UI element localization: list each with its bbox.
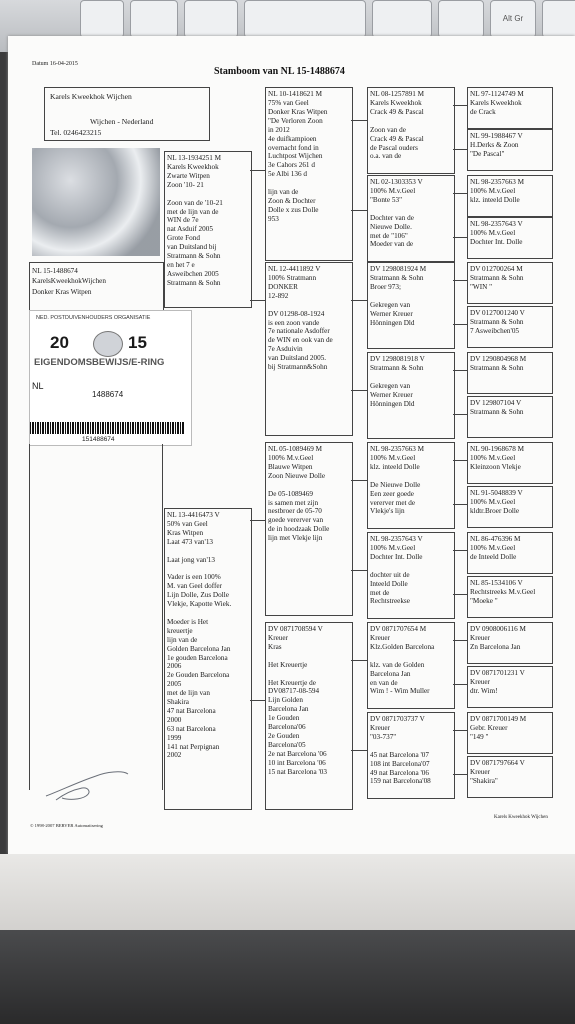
pedigree-connector bbox=[351, 210, 367, 211]
keyboard-key bbox=[372, 0, 432, 38]
great-great-grandparent-11-line: "Moeke " bbox=[470, 596, 498, 605]
grandparent-0-line: 75% van Geel bbox=[268, 99, 309, 107]
stamp-org: NED. POSTDUIVENHOUDERS ORGANISATIE bbox=[36, 315, 151, 321]
great-great-grandparent-13-ring: DV 0871701231 V bbox=[470, 669, 525, 677]
great-great-grandparent-7-line: Stratmann & Sohn bbox=[470, 408, 524, 416]
father-line: WIN de 7e bbox=[167, 216, 199, 225]
great-great-grandparent-8-ring: NL 90-1968678 M bbox=[470, 445, 525, 453]
mother-line: 2002 bbox=[167, 751, 182, 760]
father-line: Zwarte Witpen bbox=[167, 171, 210, 180]
grandparent-0-line: Zoon & Dochter bbox=[268, 196, 316, 205]
date-label: Datum 16-04-2015 bbox=[32, 61, 78, 67]
pedigree-line bbox=[162, 444, 163, 790]
pedigree-connector bbox=[351, 480, 367, 481]
pedigree-connector bbox=[453, 193, 467, 194]
grandparent-0-line: in 2012 bbox=[268, 125, 290, 134]
great-grandparent-6-line: en van de bbox=[370, 678, 398, 687]
great-great-grandparent-12-line: Kreuer bbox=[470, 634, 490, 642]
subject-name: Donker Kras Witpen bbox=[32, 288, 92, 296]
grandparent-1-line: DONKER bbox=[268, 282, 298, 291]
pedigree-connector bbox=[453, 105, 467, 106]
great-grandparent-2-line: Hönningen Dld bbox=[370, 318, 415, 327]
breeder-tel: Tel. 0246423215 bbox=[50, 128, 102, 137]
great-grandparent-6-line: klz. van de Golden bbox=[370, 660, 425, 669]
keyboard-key bbox=[438, 0, 484, 38]
great-grandparent-1-line: "Bonte 53" bbox=[370, 195, 403, 204]
great-great-grandparent-15-line: "Shakira" bbox=[470, 776, 498, 785]
father-ring: NL 13-1934251 M bbox=[167, 154, 222, 162]
father-line: Asweibchen 2005 bbox=[167, 269, 219, 278]
grandparent-3-line: DV08717-08-594 bbox=[268, 687, 320, 696]
pedigree-connector bbox=[351, 750, 367, 751]
pedigree-connector bbox=[351, 390, 367, 391]
great-great-grandparent-11-line: Rechtstreeks M.v.Geel bbox=[470, 588, 536, 596]
grandparent-3-line: Barcelona'05 bbox=[268, 740, 306, 749]
grandparent-3-line: Barcelona'06 bbox=[268, 723, 306, 731]
great-grandparent-6-line: Klz.Golden Barcelona bbox=[370, 642, 435, 651]
keyboard-key bbox=[130, 0, 178, 38]
great-great-grandparent-12-line: Zn Barcelona Jan bbox=[470, 642, 521, 651]
great-grandparent-5-line: Rechtstreekse bbox=[370, 597, 410, 606]
hologram-seal bbox=[32, 148, 160, 256]
great-great-grandparent-0-ring: NL 97-1124749 M bbox=[470, 90, 524, 98]
great-great-grandparent-10-line: 100% M.v.Geel bbox=[470, 544, 516, 552]
mother-line: Shakira bbox=[167, 698, 189, 706]
pedigree-connector bbox=[351, 300, 367, 301]
mother-line: Laat jong van'13 bbox=[167, 555, 215, 564]
pedigree-connector bbox=[453, 730, 467, 731]
grandparent-1-line: 7e nationale Asdoffer bbox=[268, 327, 330, 336]
subject-ring: NL 15-1488674 bbox=[32, 267, 78, 275]
great-great-grandparent-15-line: Kreuer bbox=[470, 768, 490, 776]
pedigree-connector bbox=[453, 237, 467, 238]
grandparent-1-line: van Duitsland 2005. bbox=[268, 354, 327, 363]
great-grandparent-3-ring: DV 1298081918 V bbox=[370, 355, 425, 363]
mother-line: M. van Geel doffer bbox=[167, 582, 222, 591]
grandparent-1-line: 12-892 bbox=[268, 291, 289, 300]
great-grandparent-5-ring: NL 98-2357643 V bbox=[370, 535, 423, 543]
grandparent-0-ring: NL 10-1418621 M bbox=[268, 90, 323, 98]
pedigree-line bbox=[29, 444, 30, 790]
father-line: Stratmann & Sohn bbox=[167, 252, 221, 260]
great-grandparent-1-line: met de "106" bbox=[370, 231, 408, 240]
great-grandparent-2-line: Gekregen van bbox=[370, 300, 411, 309]
pedigree-connector bbox=[250, 170, 265, 171]
great-grandparent-7-line: 49 nat Barcelona '06 bbox=[370, 768, 429, 777]
great-great-grandparent-8-line: 100% M.v.Geel bbox=[470, 454, 516, 462]
stamp-label: EIGENDOMSBEWIJS/E-RING bbox=[34, 357, 165, 368]
grandparent-0-line: Dolle x zus Dolle bbox=[268, 205, 319, 214]
mother-line: Vader is een 100% bbox=[167, 573, 221, 582]
mother-line: 1999 bbox=[167, 733, 182, 742]
father-line: Stratmann & Sohn bbox=[167, 278, 221, 287]
great-grandparent-0-line: Zoon van de bbox=[370, 125, 406, 134]
great-grandparent-0-line: o.a. van de bbox=[370, 152, 402, 161]
great-grandparent-7-line: 159 nat Barcelona'08 bbox=[370, 777, 431, 786]
grandparent-3-line: 15 nat Barcelona '03 bbox=[268, 767, 327, 776]
great-grandparent-2-line: Stratmann & Sohn bbox=[370, 274, 424, 282]
pedigree-connector bbox=[250, 700, 265, 701]
great-grandparent-1-line: Nieuwe Dolle. bbox=[370, 222, 412, 231]
grandparent-1-line: de WIN en ook van de bbox=[268, 336, 333, 345]
great-grandparent-4-line: klz. inteeld Dolle bbox=[370, 462, 420, 471]
father-line: met de lijn van de bbox=[167, 207, 219, 216]
pedigree-connector bbox=[453, 460, 467, 461]
barcode bbox=[30, 422, 185, 434]
great-great-grandparent-9-line: 100% M.v.Geel bbox=[470, 498, 516, 506]
great-grandparent-6-line: Barcelona Jan bbox=[370, 669, 411, 678]
great-grandparent-0-line: Karels Kweekhok bbox=[370, 99, 422, 107]
mother-line: kreuertje bbox=[167, 626, 193, 635]
grandparent-3-line: 10 int Barcelona '06 bbox=[268, 758, 326, 767]
mother-line: 1e gouden Barcelona bbox=[167, 653, 228, 662]
pedigree-connector bbox=[453, 594, 467, 595]
pedigree-connector bbox=[453, 370, 467, 371]
great-grandparent-4-line: 100% M.v.Geel bbox=[370, 454, 416, 462]
great-grandparent-1-line: 100% M.v.Geel bbox=[370, 187, 416, 195]
keyboard-key-altgr: Alt Gr bbox=[490, 0, 536, 38]
great-grandparent-7-line: 45 nat Barcelona '07 bbox=[370, 750, 429, 759]
great-grandparent-7-ring: DV 0871703737 V bbox=[370, 715, 425, 723]
great-grandparent-0-line: de Pascal ouders bbox=[370, 143, 418, 152]
great-great-grandparent-5-line: 7 Asweibchen'05 bbox=[470, 326, 520, 335]
grandparent-3-line: Het Kreuertje de bbox=[268, 678, 316, 687]
great-great-grandparent-0-line: Karels Kweekhok bbox=[470, 99, 522, 107]
grandparent-2-line: de in hoodzaak Dolle bbox=[268, 525, 330, 534]
pedigree-connector bbox=[453, 414, 467, 415]
pedigree-connector bbox=[351, 120, 367, 121]
great-great-grandparent-7-ring: DV 129807104 V bbox=[470, 399, 522, 407]
great-grandparent-3-line: Gekregen van bbox=[370, 381, 411, 390]
great-great-grandparent-0-line: de Crack bbox=[470, 107, 496, 116]
great-great-grandparent-11-ring: NL 85-1534106 V bbox=[470, 579, 523, 587]
grandparent-2-ring: NL 05-1089469 M bbox=[268, 445, 323, 453]
great-grandparent-5-line: met de bbox=[370, 588, 390, 597]
great-great-grandparent-3-line: Dochter Int. Dolle bbox=[470, 237, 523, 246]
grandparent-3-line: 1e Gouden bbox=[268, 714, 300, 723]
father-line: nat Asduif 2005 bbox=[167, 225, 213, 234]
mother-line: Moeder is Het bbox=[167, 617, 209, 626]
grandparent-2-line: goede vererver van bbox=[268, 516, 324, 525]
pedigree-connector bbox=[453, 774, 467, 775]
great-grandparent-6-line: Wim ! - Wim Muller bbox=[370, 687, 430, 696]
grandparent-0-line: 3e Cahors 261 d bbox=[268, 161, 315, 170]
subject-owner: KarelsKweekhokWijchen bbox=[32, 277, 106, 285]
grandparent-2-line: De 05-1089469 bbox=[268, 489, 313, 498]
pedigree-connector bbox=[453, 640, 467, 641]
great-grandparent-5-line: Inteeld Dolle bbox=[370, 579, 408, 588]
great-great-grandparent-1-ring: NL 99-1988467 V bbox=[470, 132, 523, 140]
great-great-grandparent-1-line: H.Derks & Zoon bbox=[470, 141, 519, 149]
mother-line: met de lijn van bbox=[167, 689, 210, 698]
great-great-grandparent-2-line: 100% M.v.Geel bbox=[470, 187, 516, 195]
dark-surface bbox=[0, 930, 575, 1024]
great-great-grandparent-10-ring: NL 86-476396 M bbox=[470, 535, 521, 543]
pedigree-connector bbox=[453, 324, 467, 325]
great-grandparent-4-line: Een zeer goede bbox=[370, 489, 414, 498]
great-great-grandparent-15-ring: DV 0871797664 V bbox=[470, 759, 525, 767]
mother-line: 47 nat Barcelona bbox=[167, 706, 216, 715]
grandparent-1-line: bij Stratmann&Sohn bbox=[268, 363, 328, 371]
grandparent-3-ring: DV 0871708594 V bbox=[268, 625, 323, 633]
father-line: Karels Kweekhok bbox=[167, 163, 219, 171]
grandparent-2-line: Blauwe Witpen bbox=[268, 462, 313, 471]
grandparent-0-line: 4e duifkampioen bbox=[268, 134, 317, 143]
mother-line: Golden Barcelona Jan bbox=[167, 644, 231, 653]
father-line: en het 7 e bbox=[167, 260, 195, 269]
great-grandparent-3-line: Stratmann & Sohn bbox=[370, 364, 424, 372]
grandparent-1-line: 7e Asduivin bbox=[268, 345, 303, 354]
father-line: Zoon '10- 21 bbox=[167, 180, 204, 189]
grandparent-3-line: 2e nat Barcelona '06 bbox=[268, 749, 327, 758]
great-great-grandparent-6-ring: DV 1290804968 M bbox=[470, 355, 527, 363]
pedigree-connector bbox=[453, 504, 467, 505]
mother-line: 2005 bbox=[167, 680, 182, 689]
great-great-grandparent-5-line: Stratmann & Sohn bbox=[470, 318, 524, 326]
grandparent-0-line: Luchtpost Wijchen bbox=[268, 152, 323, 161]
great-grandparent-3-line: Hönningen Dld bbox=[370, 399, 415, 408]
great-great-grandparent-4-line: Stratmann & Sohn bbox=[470, 274, 524, 282]
great-great-grandparent-4-line: "WIN " bbox=[470, 282, 493, 291]
pedigree-connector bbox=[453, 684, 467, 685]
father-line: Grote Fond bbox=[167, 234, 200, 243]
grandparent-3-line: Kras bbox=[268, 642, 282, 651]
great-great-grandparent-3-line: 100% M.v.Geel bbox=[470, 229, 516, 237]
great-grandparent-1-line: Dochter van de bbox=[370, 213, 414, 222]
great-grandparent-4-ring: NL 98-2357663 M bbox=[370, 445, 425, 453]
mother-line: 2e Gouden Barcelona bbox=[167, 671, 230, 680]
great-grandparent-0-line: Crack 49 & Pascal bbox=[370, 107, 424, 116]
grandparent-2-line: Zoon Nieuwe Dolle bbox=[268, 471, 326, 480]
great-great-grandparent-10-line: de Inteeld Dolle bbox=[470, 552, 517, 561]
pedigree-connector bbox=[453, 149, 467, 150]
great-grandparent-4-line: De Nieuwe Dolle bbox=[370, 480, 421, 489]
stamp-number: 1488674 bbox=[92, 390, 124, 399]
great-grandparent-3-line: Werner Kreuer bbox=[370, 390, 413, 399]
great-great-grandparent-9-line: kldtr.Broer Dolle bbox=[470, 506, 520, 515]
grandparent-0-line: Donker Kras Witpen bbox=[268, 107, 328, 116]
keyboard-key bbox=[542, 0, 575, 38]
great-great-grandparent-14-line: "149 " bbox=[470, 732, 489, 741]
mother-line: Lijn Dolle, Zus Dolle bbox=[167, 591, 229, 600]
great-grandparent-7-line: "03-737" bbox=[370, 732, 397, 741]
mother-line: 141 nat Perpignan bbox=[167, 742, 220, 751]
grandparent-0-line: lijn van de bbox=[268, 188, 299, 196]
great-grandparent-4-line: vererver met de bbox=[370, 498, 416, 507]
keyboard-key bbox=[184, 0, 238, 38]
footer-copyright: © 1998-2007 BERVER Automatisering bbox=[30, 823, 103, 828]
pedigree-connector bbox=[250, 520, 265, 521]
great-grandparent-4-line: Vlekje's lijn bbox=[370, 507, 405, 516]
mother-line: Kras Witpen bbox=[167, 528, 204, 537]
great-great-grandparent-13-line: dtr. Wim! bbox=[470, 686, 498, 695]
pedigree-connector bbox=[351, 570, 367, 571]
great-grandparent-7-line: 108 int Barcelona'07 bbox=[370, 759, 430, 768]
stamp-year-right: 15 bbox=[128, 333, 147, 352]
great-great-grandparent-12-ring: DV 0908006116 M bbox=[470, 625, 526, 633]
mother-line: 2006 bbox=[167, 662, 182, 671]
mother-line: 2000 bbox=[167, 715, 182, 724]
grandparent-1-ring: NL 12-4411892 V bbox=[268, 265, 321, 273]
great-grandparent-6-ring: DV 0871707654 M bbox=[370, 625, 427, 633]
father-line: Zoon van de '10-21 bbox=[167, 198, 223, 207]
handwritten-signature bbox=[42, 760, 132, 810]
keyboard-key bbox=[80, 0, 124, 38]
great-grandparent-6-line: Kreuer bbox=[370, 634, 390, 642]
pedigree-connector bbox=[250, 300, 265, 301]
great-grandparent-7-line: Kreuer bbox=[370, 724, 390, 732]
grandparent-3-line: Barcelona Jan bbox=[268, 705, 309, 714]
grandparent-2-line: is samen met zijn bbox=[268, 498, 319, 507]
mother-line: 50% van Geel bbox=[167, 520, 208, 528]
grandparent-0-line: overnacht fond in bbox=[268, 143, 319, 152]
great-great-grandparent-14-ring: DV 0871700149 M bbox=[470, 715, 527, 723]
great-grandparent-2-ring: DV 1298081924 M bbox=[370, 265, 427, 273]
great-grandparent-1-line: Moeder van de bbox=[370, 240, 414, 249]
grandparent-1-line: DV 01298-08-1924 bbox=[268, 309, 325, 318]
footer-breeder: Karels Kweekhok Wijchen bbox=[494, 815, 548, 820]
grandparent-0-line: "De Verloren Zoon bbox=[268, 116, 323, 125]
grandparent-3-line: Lijn Golden bbox=[268, 696, 303, 705]
great-grandparent-5-line: Dochter Int. Dolle bbox=[370, 552, 423, 561]
keyboard-spacebar bbox=[244, 0, 366, 38]
great-great-grandparent-14-line: Gebr. Kreuer bbox=[470, 724, 508, 732]
great-great-grandparent-2-line: klz. inteeld Dolle bbox=[470, 195, 520, 204]
great-great-grandparent-13-line: Kreuer bbox=[470, 678, 490, 686]
breeder-name: Karels Kweekhok Wijchen bbox=[50, 92, 132, 101]
pedigree-connector bbox=[351, 660, 367, 661]
great-great-grandparent-5-ring: DV 0127001240 V bbox=[470, 309, 525, 317]
grandparent-3-line: Kreuer bbox=[268, 634, 288, 642]
stamp-prefix: NL bbox=[32, 381, 44, 391]
great-grandparent-0-ring: NL 08-1257891 M bbox=[370, 90, 425, 98]
great-great-grandparent-2-ring: NL 98-2357663 M bbox=[470, 178, 525, 186]
great-grandparent-1-ring: NL 02-1303353 V bbox=[370, 178, 423, 186]
page-title: Stamboom van NL 15-1488674 bbox=[214, 66, 345, 77]
pedigree-connector bbox=[453, 550, 467, 551]
pedigree-connector bbox=[453, 280, 467, 281]
grandparent-3-line: 2e Gouden bbox=[268, 731, 300, 740]
great-grandparent-2-line: Werner Kreuer bbox=[370, 309, 413, 318]
great-grandparent-0-line: Crack 49 & Pascal bbox=[370, 134, 424, 143]
grandparent-3-line: Het Kreuertje bbox=[268, 660, 308, 669]
grandparent-1-line: is een zoon vande bbox=[268, 318, 320, 327]
great-great-grandparent-8-line: Kleinzoon Vlekje bbox=[470, 462, 521, 471]
great-great-grandparent-6-line: Stratmann & Sohn bbox=[470, 364, 524, 372]
stamp-year-left: 20 bbox=[50, 333, 69, 352]
grandparent-2-line: 100% M.v.Geel bbox=[268, 454, 314, 462]
grandparent-1-line: 100% Stratmann bbox=[268, 274, 317, 282]
great-grandparent-5-line: 100% M.v.Geel bbox=[370, 544, 416, 552]
great-great-grandparent-3-ring: NL 98-2357643 V bbox=[470, 220, 523, 228]
great-great-grandparent-4-ring: DV 012700264 M bbox=[470, 265, 523, 273]
mother-line: Vlekje, Kapotte Wiek. bbox=[167, 600, 232, 609]
lion-emblem-icon bbox=[93, 331, 123, 357]
great-grandparent-2-line: Broer 973; bbox=[370, 282, 401, 291]
mother-line: Laat 473 van'13 bbox=[167, 537, 214, 546]
mother-ring: NL 13-4416473 V bbox=[167, 511, 220, 519]
mother-line: 63 nat Barcelona bbox=[167, 724, 216, 733]
grandparent-2-line: nestbroer de 05-70 bbox=[268, 507, 322, 516]
great-great-grandparent-9-ring: NL 91-5048839 V bbox=[470, 489, 523, 497]
grandparent-0-line: 953 bbox=[268, 214, 279, 223]
mother-line: lijn van de bbox=[167, 635, 198, 644]
great-grandparent-5-line: dochter uit de bbox=[370, 570, 410, 579]
father-line: van Duitsland bij bbox=[167, 243, 217, 252]
stamp-barcode-number: 151488674 bbox=[82, 436, 115, 443]
great-great-grandparent-1-line: "De Pascal" bbox=[470, 149, 505, 158]
breeder-location: Wijchen - Nederland bbox=[90, 117, 154, 126]
grandparent-0-line: 5e Albi 136 d bbox=[268, 170, 307, 179]
grandparent-2-line: lijn met Vlekje lijn bbox=[268, 534, 323, 543]
